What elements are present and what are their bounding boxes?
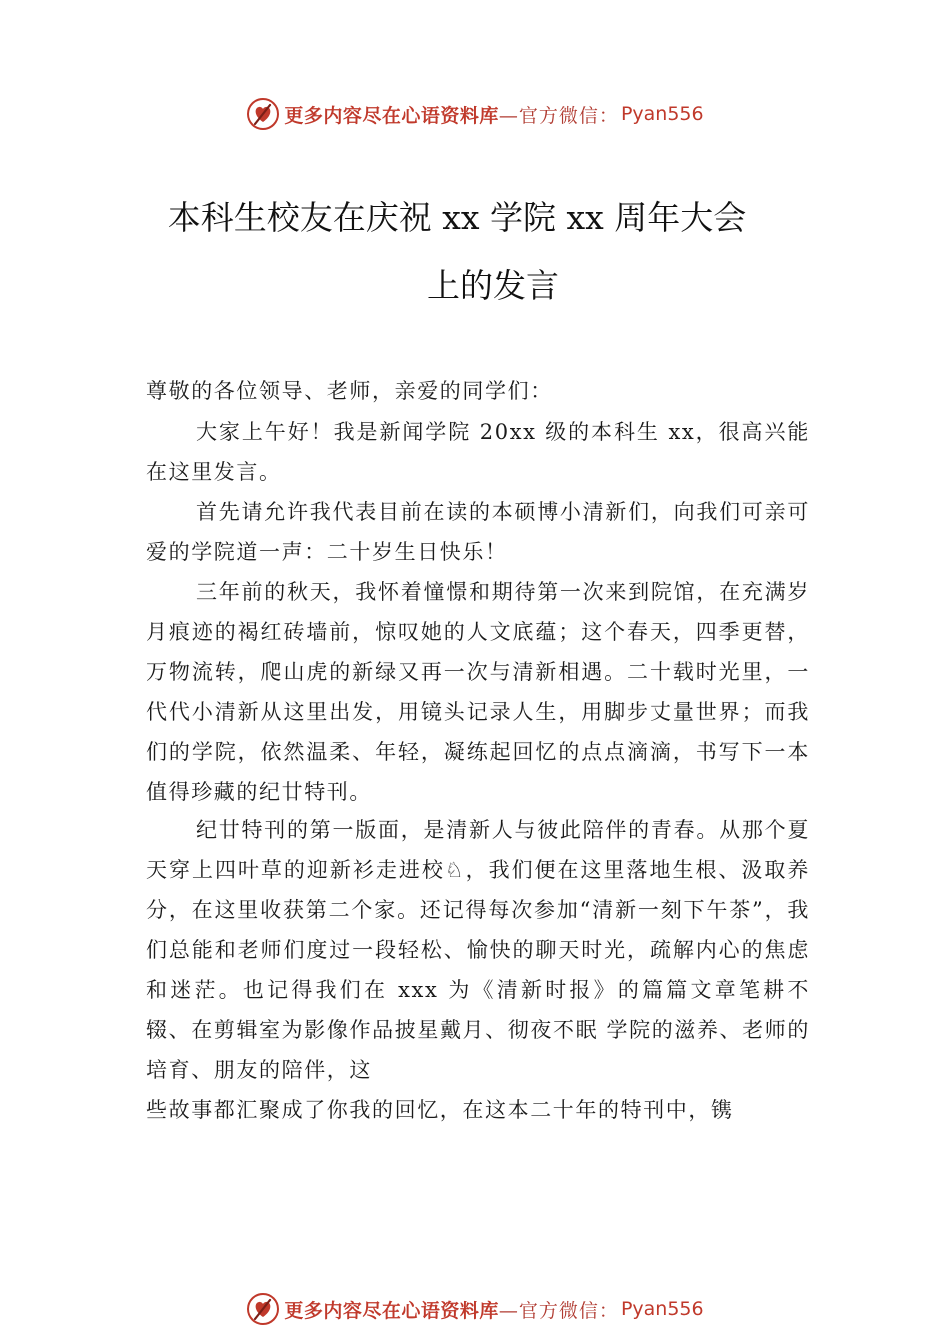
paragraph-5: 些故事都汇聚成了你我的回忆，在这本二十年的特刊中，镌 — [146, 1098, 734, 1122]
header-banner — [0, 92, 950, 136]
channel-label: —官方微信： — [498, 1299, 619, 1322]
brand-name: 更多内容尽在心语资料库 — [284, 104, 499, 127]
channel-label: —官方微信： — [498, 104, 619, 127]
heart-pen-logo-icon — [246, 97, 280, 131]
paragraph-1: 大家上午好！我是新闻学院 20xx 级的本科生 xx，很高兴能在这里发言。 — [146, 420, 810, 484]
paragraph-3: 三年前的秋天，我怀着憧憬和期待第一次来到院馆，在充满岁月痕迹的褐红砖墙前，惊叹她的人文底蕴；这个春天，四季更替，万物流转，爬山虎的新绿又再一次与清新相遇。二十载时光里，一代代小清新从这里出发，用镜头记录人生，用脚步丈量世界；而我们的学院，依然温柔、年轻，凝练起回忆的点点滴滴，书写下一本值得珍藏的纪廿特刊。 — [146, 580, 810, 804]
greeting: 尊敬的各位领导、老师，亲爱的同学们： — [146, 379, 553, 403]
wechat-account: Pyan556 — [620, 1298, 704, 1320]
document-title-line-2: 上的发言 — [427, 266, 559, 305]
heart-pen-logo-icon — [246, 1292, 280, 1326]
brand-name: 更多内容尽在心语资料库 — [284, 1299, 499, 1322]
paragraph-2: 首先请允许我代表目前在读的本硕博小清新们，向我们可亲可爱的学院道一声：二十岁生日快乐！ — [146, 500, 810, 564]
wechat-account: Pyan556 — [620, 103, 704, 125]
document-title-line-1: 本科生校友在庆祝 xx 学院 xx 周年大会 — [167, 198, 747, 237]
footer-banner — [0, 1287, 950, 1331]
paragraph-4: 纪廿特刊的第一版面，是清新人与彼此陪伴的青春。从那个夏天穿上四叶草的迎新衫走进校♘，我们便在这里落地生根、汲取养分，在这里收获第二个家。还记得每次参加“清新一刻下午茶”，我们总能和老师们度过一段轻松、愉快的聊天时光，疏解内心的焦虑和迷茫。也记得我们在 xxx 为《清新时报》的篇篇文章笔耕不辍、在剪辑室为影像作品披星戴月、彻夜不眠 学院的滋养、老师的培育、朋友的陪伴，这 — [146, 818, 811, 1082]
